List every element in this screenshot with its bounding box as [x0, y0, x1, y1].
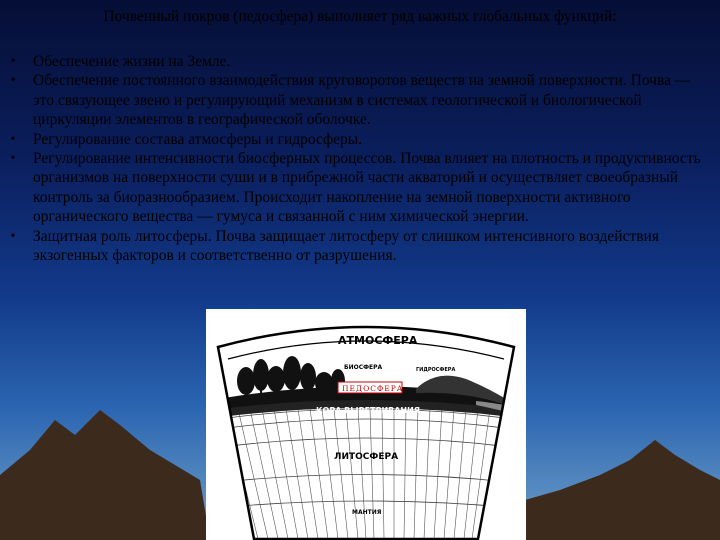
bullet-icon: • — [10, 228, 16, 244]
bullet-list — [6, 52, 712, 265]
label-atmosphere: АТМОСФЕРА — [338, 334, 418, 347]
bullet-text: Регулирование состава атмосферы и гидросферы. — [33, 130, 363, 148]
label-lithosphere: ЛИТОСФЕРА — [334, 452, 399, 462]
list-item — [6, 71, 712, 129]
bullet-icon: • — [10, 151, 16, 167]
bullet-text: Защитная роль литосферы. Почва защищает литосферу от слишком интенсивного воздействия экзогенных факторов и соответственно от разрушения. — [33, 227, 659, 265]
earth-spheres-diagram — [206, 309, 526, 540]
bullet-icon: • — [10, 54, 16, 69]
bullet-text: Обеспечение жизни на Земле. — [33, 53, 231, 70]
label-hydrosphere: ГИДРОСФЕРА — [416, 367, 456, 373]
label-mantle: МАНТИЯ — [352, 509, 382, 516]
label-pedosphere: ПЕДОСФЕРА — [342, 384, 404, 393]
list-item — [6, 130, 712, 149]
list-item — [6, 149, 712, 227]
label-biosphere: БИОСФЕРА — [344, 364, 383, 371]
bullet-icon: • — [10, 73, 16, 89]
bullet-text: Обеспечение постоянного взаимодействия круговоротов веществ на земной поверхности. Почва — это связующее звено и регулирующий механизм в системах геологической и биологической циркуляции элементов в географической оболочке. — [33, 72, 691, 129]
label-weathering-crust: КОРА ВЫВЕТРИВАНИЯ — [316, 406, 420, 415]
list-item — [6, 52, 712, 71]
bullet-text: Регулирование интенсивности биосферных процессов. Почва влияет на плотность и продуктивность организмов на поверхности суши и в прибрежной части акваторий и осуществляет своеобразный контроль за биоразнообразием. Происходит накопление на земной поверхности активного органического вещества — гумуса и связанной с ним химической энергии. — [33, 150, 701, 226]
list-item — [6, 227, 712, 266]
bullet-icon: • — [10, 131, 16, 147]
slide-title: Почвенный покров (педосфера) выполняет ряд важных глобальных функций: — [103, 8, 617, 25]
